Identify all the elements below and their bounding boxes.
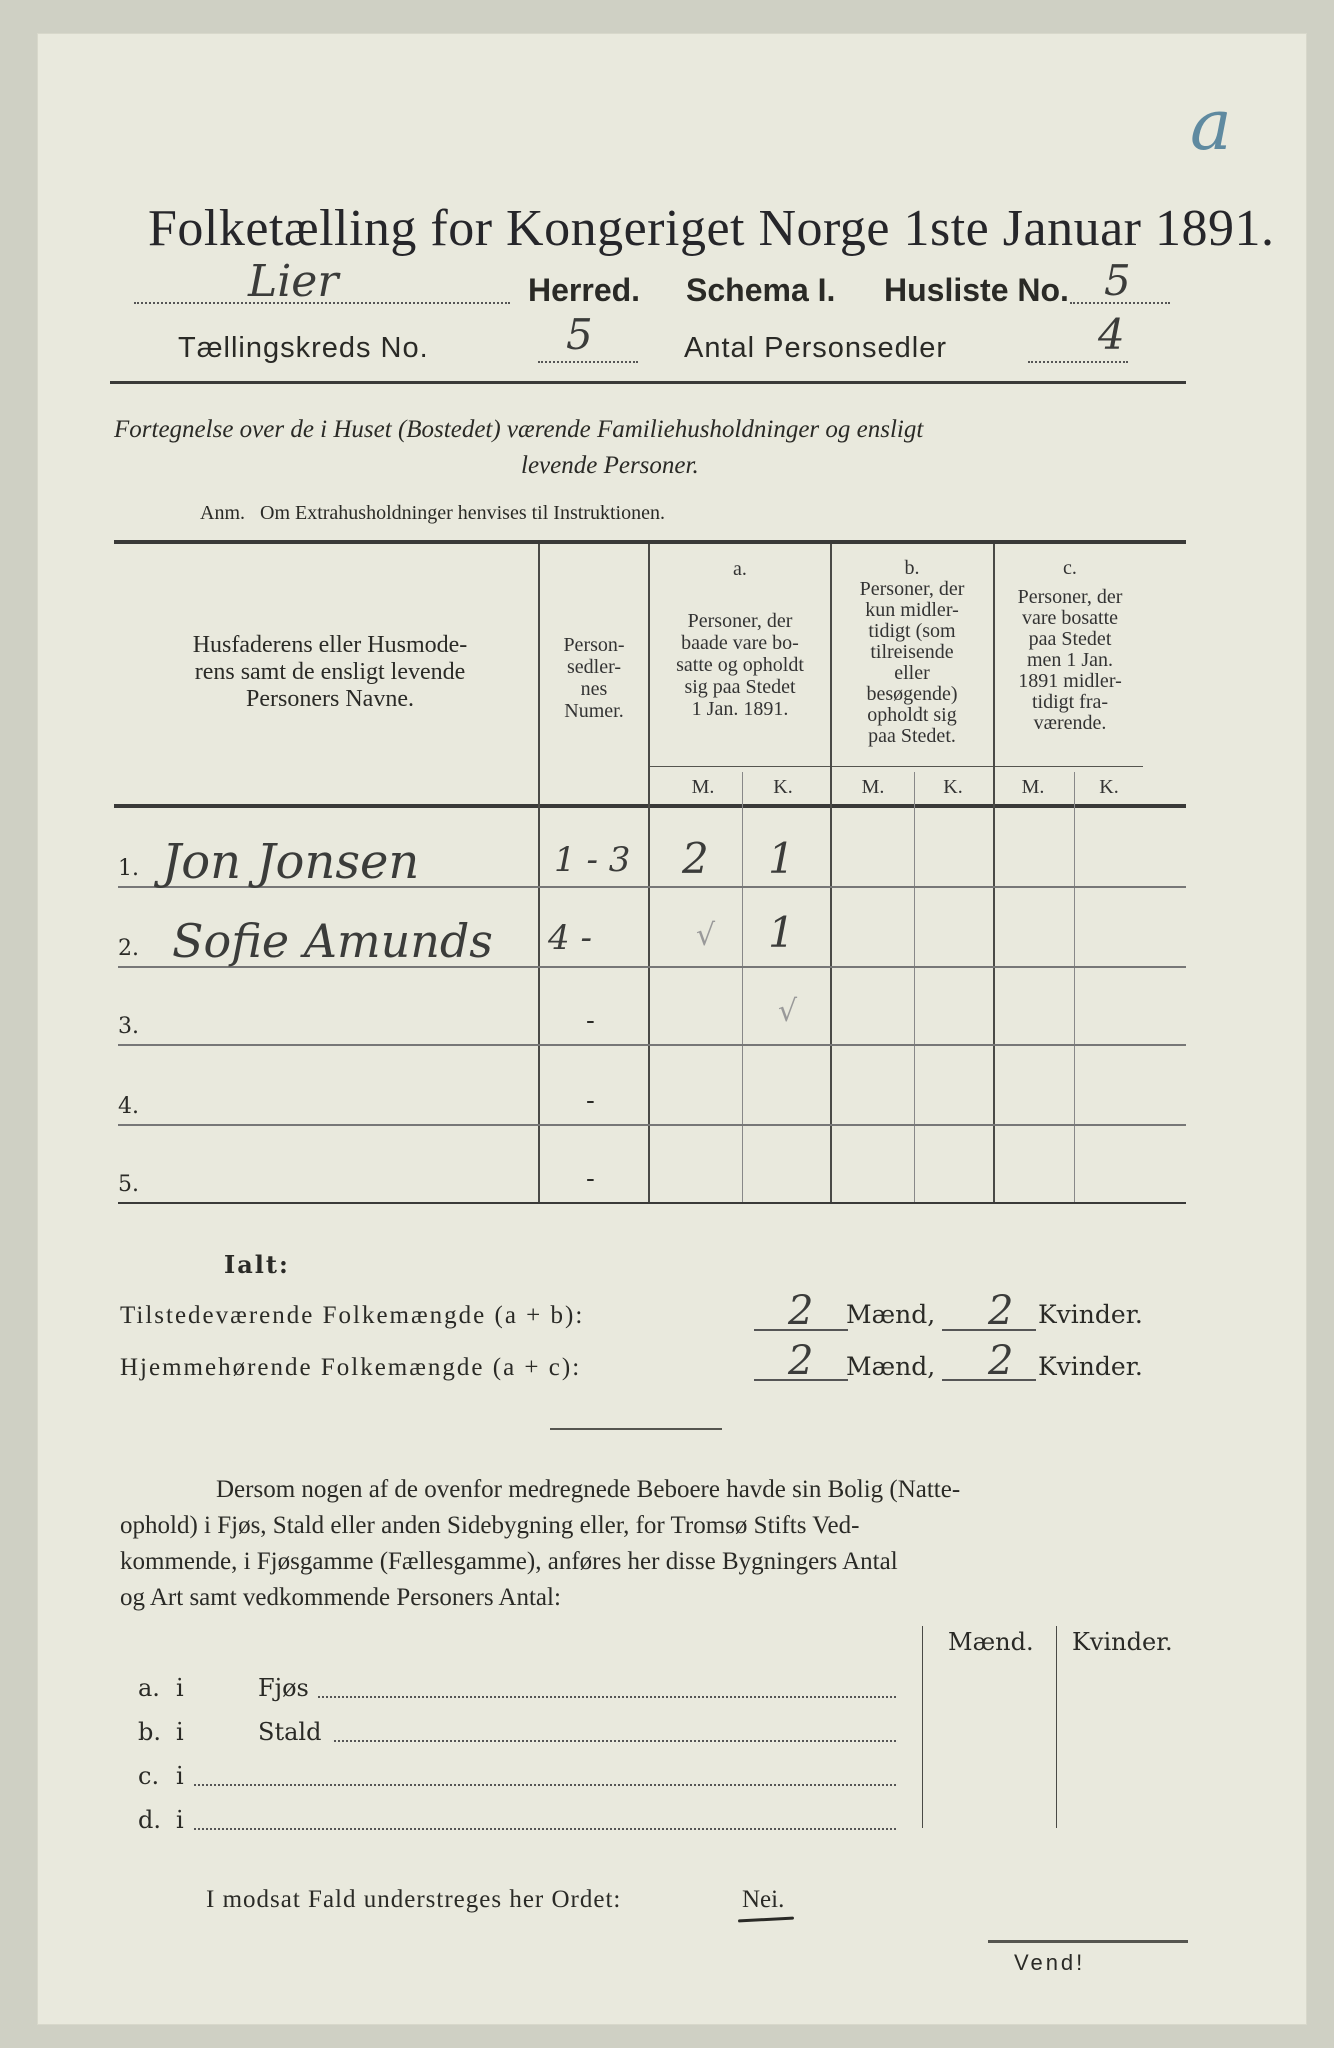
- husliste-label: Husliste No.: [884, 272, 1069, 308]
- vend-label: Vend!: [1014, 1950, 1086, 1975]
- building-row-b-label: Stald: [258, 1718, 322, 1746]
- col-name-line-1: Husfaderens eller Husmode-: [192, 632, 468, 658]
- buildings-col-maend: Mænd.: [948, 1628, 1034, 1656]
- row-1-name: Jon Jonsen: [162, 834, 420, 890]
- antal-value: 4: [1098, 310, 1125, 359]
- para-line-1: Dersom nogen af de ovenfor medregnede Beboere havde sin Bolig (Natte-: [216, 1476, 961, 1503]
- col-name-line-2: rens samt de ensligt levende: [194, 659, 466, 685]
- total-line-1-maend: Mænd,: [846, 1300, 936, 1329]
- col-b-line-6: besøgende): [866, 683, 958, 705]
- para-line-4: og Art samt vedkommende Personers Antal:: [120, 1584, 561, 1611]
- buildings-divider-2: [1056, 1626, 1057, 1828]
- row-3-num: -: [586, 1006, 595, 1036]
- building-row-c: [138, 1762, 908, 1796]
- col-c-line-4: men 1 Jan.: [1026, 649, 1114, 671]
- col-num-line-1: Person-: [563, 634, 625, 656]
- total-line-2-k: 2: [988, 1338, 1014, 1384]
- a-m-label: M.: [691, 776, 715, 798]
- building-row-a: [138, 1674, 908, 1708]
- building-row-b-dots: [334, 1740, 896, 1742]
- col-a-line-5: 1 Jan. 1891.: [691, 698, 789, 720]
- ialt-label: Ialt:: [224, 1250, 290, 1279]
- building-row-d: [138, 1806, 908, 1840]
- row-4-line: [118, 1124, 1186, 1126]
- antal-dots: [1028, 361, 1128, 363]
- a-k-label: K.: [773, 776, 793, 798]
- col-divider-2: [648, 544, 650, 1204]
- total-line-2-label: Hjemmehørende Folkemængde (a + c):: [120, 1354, 582, 1381]
- mk-row-rule-b: [832, 766, 993, 767]
- col-b-line-7: opholdt sig: [867, 704, 957, 726]
- col-b-line-3: tidigt (som: [868, 620, 956, 642]
- total-line-1-kvinder: Kvinder.: [1038, 1300, 1143, 1329]
- corner-annotation: a: [1190, 84, 1232, 166]
- building-row-d-i: i: [176, 1806, 184, 1834]
- col-b-line-2: kun midler-: [865, 599, 959, 621]
- row-2-num: 4 -: [548, 918, 592, 958]
- col-b-line-5: eller: [894, 662, 930, 684]
- building-row-a-i: i: [176, 1674, 184, 1702]
- row-3-no: 3.: [118, 1014, 139, 1039]
- col-divider-1: [538, 544, 540, 1204]
- mk-row-rule-a: [650, 766, 830, 767]
- col-c-line-6: tidigt fra-: [1031, 691, 1109, 713]
- col-c-letter: c.: [1063, 557, 1077, 579]
- total-line-1-label: Tilstedeværende Folkemængde (a + b):: [120, 1302, 585, 1329]
- buildings-divider-1: [922, 1626, 923, 1828]
- row-1-num: 1 - 3: [554, 840, 631, 880]
- herred-value: Lier: [248, 256, 339, 307]
- building-row-a-letter: a.: [138, 1674, 160, 1702]
- row-1-no: 1.: [118, 856, 139, 881]
- modsat-fald-label: I modsat Fald understreges her Ordet:: [206, 1886, 622, 1913]
- row-2-a-m: √: [696, 918, 716, 953]
- mk-row-rule-c: [995, 766, 1143, 767]
- table-header-bottom-rule: [114, 804, 1186, 808]
- header-rule: [110, 381, 1186, 384]
- table-top-rule: [114, 540, 1186, 544]
- col-b-header: [832, 558, 992, 747]
- c-k-label: K.: [1099, 776, 1119, 798]
- c-m-label: M.: [1021, 776, 1045, 798]
- total-line-2-maend: Mænd,: [846, 1352, 936, 1381]
- col-name-header: [130, 632, 530, 713]
- row-1-a-k: 1: [768, 834, 795, 883]
- mk-split-c: [1074, 772, 1075, 1204]
- row-4-num: -: [586, 1086, 595, 1116]
- col-c-line-1: Personer, der: [1017, 586, 1123, 608]
- building-row-a-dots: [318, 1696, 896, 1698]
- kreds-label: Tællingskreds No.: [178, 332, 429, 364]
- row-2-name: Sofie Amunds: [172, 914, 493, 968]
- col-a-line-2: baade vare bo-: [681, 632, 799, 654]
- col-name-line-3: Personers Navne.: [246, 686, 414, 712]
- building-row-d-dots: [194, 1828, 896, 1830]
- col-b-line-1: Personer, der: [859, 578, 965, 600]
- total-line-2-m: 2: [788, 1338, 814, 1384]
- census-form-page: [38, 34, 1306, 2024]
- para-line-2: ophold) i Fjøs, Stald eller anden Sidebygning eller, for Tromsø Stifts Ved-: [120, 1512, 860, 1539]
- b-k-label: K.: [943, 776, 963, 798]
- col-c-line-2: vare bosatte: [1021, 607, 1119, 629]
- intro-line-2: levende Personer.: [521, 452, 699, 479]
- col-b-line-8: paa Stedet.: [868, 725, 956, 747]
- row-1-a-m: 2: [682, 834, 709, 883]
- col-c-header: [995, 558, 1145, 734]
- buildings-col-kvinder: Kvinder.: [1072, 1628, 1173, 1656]
- building-row-c-i: i: [176, 1762, 184, 1790]
- schema-label: Schema I.: [686, 272, 836, 308]
- col-a-line-1: Personer, der: [687, 610, 793, 632]
- total-line-1-k: 2: [988, 1288, 1014, 1334]
- section-divider: [550, 1428, 722, 1430]
- building-row-b-letter: b.: [138, 1718, 161, 1746]
- col-c-line-3: paa Stedet: [1028, 628, 1112, 650]
- row-5-num: -: [586, 1164, 595, 1194]
- row-2-a-k: 1: [768, 908, 795, 957]
- col-num-line-3: nes: [580, 678, 608, 700]
- mk-split-b: [914, 772, 915, 1204]
- col-a-header: [651, 558, 829, 720]
- b-m-label: M.: [861, 776, 885, 798]
- col-a-line-3: satte og opholdt: [676, 654, 804, 676]
- para-line-3: kommende, i Fjøsgamme (Fællesgamme), anføres her disse Bygningers Antal: [120, 1548, 898, 1575]
- col-num-line-2: sedler-: [566, 656, 621, 678]
- buildings-paragraph: [120, 1472, 1192, 1616]
- total-line-2-kvinder: Kvinder.: [1038, 1352, 1143, 1381]
- building-row-c-letter: c.: [138, 1762, 160, 1790]
- col-b-line-4: tilreisende: [870, 641, 954, 663]
- col-c-line-7: værende.: [1033, 712, 1107, 734]
- kreds-value: 5: [566, 310, 593, 359]
- table-bottom-rule: [118, 1202, 1186, 1204]
- building-row-c-dots: [194, 1784, 896, 1786]
- kreds-dots: [538, 361, 638, 363]
- building-row-b: [138, 1718, 908, 1752]
- row-4-no: 4.: [118, 1094, 139, 1119]
- building-row-d-letter: d.: [138, 1806, 161, 1834]
- col-a-letter: a.: [733, 558, 747, 580]
- total-line-1-m: 2: [788, 1288, 814, 1334]
- anm-note: Anm. Om Extrahusholdninger henvises til Instruktionen.: [200, 502, 665, 524]
- row-3-line: [118, 1044, 1186, 1046]
- col-a-line-4: sig paa Stedet: [684, 676, 796, 698]
- building-row-a-label: Fjøs: [258, 1674, 309, 1702]
- row-3-a-k: √: [778, 994, 798, 1029]
- husliste-value: 5: [1104, 256, 1131, 305]
- herred-label: Herred.: [528, 272, 641, 308]
- col-num-header: [541, 634, 647, 722]
- col-c-line-5: 1891 midler-: [1018, 670, 1122, 692]
- nei-word: Nei.: [742, 1886, 785, 1913]
- building-row-b-i: i: [176, 1718, 184, 1746]
- nei-underline: [738, 1917, 794, 1923]
- row-2-no: 2.: [118, 936, 139, 961]
- form-title: Folketælling for Kongeriget Norge 1ste Januar 1891.: [148, 200, 1275, 257]
- mk-split-a: [742, 772, 743, 1204]
- col-num-line-4: Numer.: [564, 700, 624, 722]
- row-5-no: 5.: [118, 1172, 139, 1197]
- col-b-letter: b.: [904, 557, 920, 579]
- vend-rule: [988, 1940, 1188, 1943]
- antal-label: Antal Personsedler: [684, 332, 948, 364]
- intro-line-1: Fortegnelse over de i Huset (Bostedet) værende Familiehusholdninger og ensligt: [114, 416, 924, 443]
